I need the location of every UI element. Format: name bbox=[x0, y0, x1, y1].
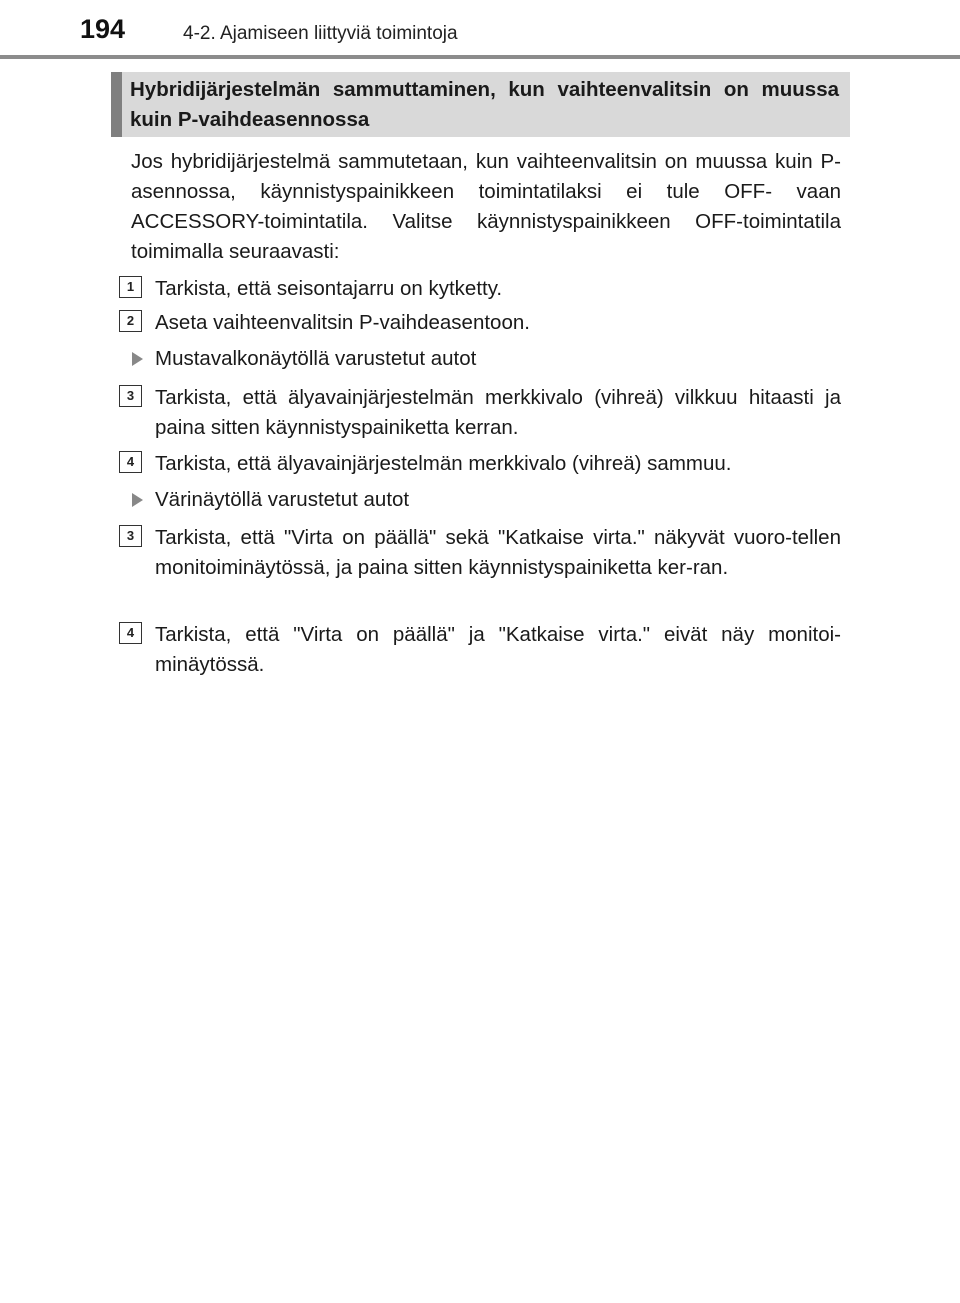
header-rule bbox=[0, 55, 960, 59]
step-badge-4-monochrome: 4 bbox=[119, 451, 142, 473]
step-badge-1: 1 bbox=[119, 276, 142, 298]
step-badge-3-monochrome: 3 bbox=[119, 385, 142, 407]
step-badge-3-color: 3 bbox=[119, 525, 142, 547]
step-text-4-color: Tarkista, että "Virta on päällä" ja "Katkaise virta." eivät näy monitoi-minäytössä. bbox=[155, 623, 841, 676]
step-text-3-color: Tarkista, että "Virta on päällä" sekä "Katkaise virta." näkyvät vuoro-tellen monitoiminäytössä, ja paina sitten käynnistyspainiketta ker-ran. bbox=[155, 526, 841, 579]
step-text-2: Aseta vaihteenvalitsin P-vaihdeasentoon. bbox=[155, 311, 530, 334]
step-badge-2: 2 bbox=[119, 310, 142, 332]
step-text-1: Tarkista, että seisontajarru on kytketty. bbox=[155, 277, 503, 300]
arrow-right-icon bbox=[132, 493, 143, 507]
subheading-color: Värinäytöllä varustetut autot bbox=[155, 488, 410, 511]
heading-text: Hybridijärjestelmän sammuttaminen, kun vaihteenvalitsin on muussa kuin P-vaihdeasennossa bbox=[130, 78, 839, 131]
arrow-right-icon bbox=[132, 352, 143, 366]
heading-bar bbox=[111, 72, 122, 137]
step-text-4-monochrome: Tarkista, että älyavainjärjestelmän merkkivalo (vihreä) sammuu. bbox=[155, 452, 732, 475]
step-badge-4-color: 4 bbox=[119, 622, 142, 644]
intro-paragraph: Jos hybridijärjestelmä sammutetaan, kun vaihteenvalitsin on muussa kuin P-asennossa, käynnistyspainikkeen toimintatilaksi ei tule OFF- vaan ACCESSORY-toimintatila. Valitse käynnistyspainikkeen OFF-toimintatila toimimalla seuraavasti: bbox=[131, 150, 841, 263]
page-number: 194 bbox=[80, 14, 126, 44]
section-title: 4-2. Ajamiseen liittyviä toimintoja bbox=[183, 23, 458, 44]
step-text-3-monochrome: Tarkista, että älyavainjärjestelmän merkkivalo (vihreä) vilkkuu hitaasti ja paina sitten käynnistyspainiketta kerran. bbox=[155, 386, 841, 439]
subheading-monochrome: Mustavalkonäytöllä varustetut autot bbox=[155, 347, 477, 370]
heading-box bbox=[111, 72, 850, 137]
